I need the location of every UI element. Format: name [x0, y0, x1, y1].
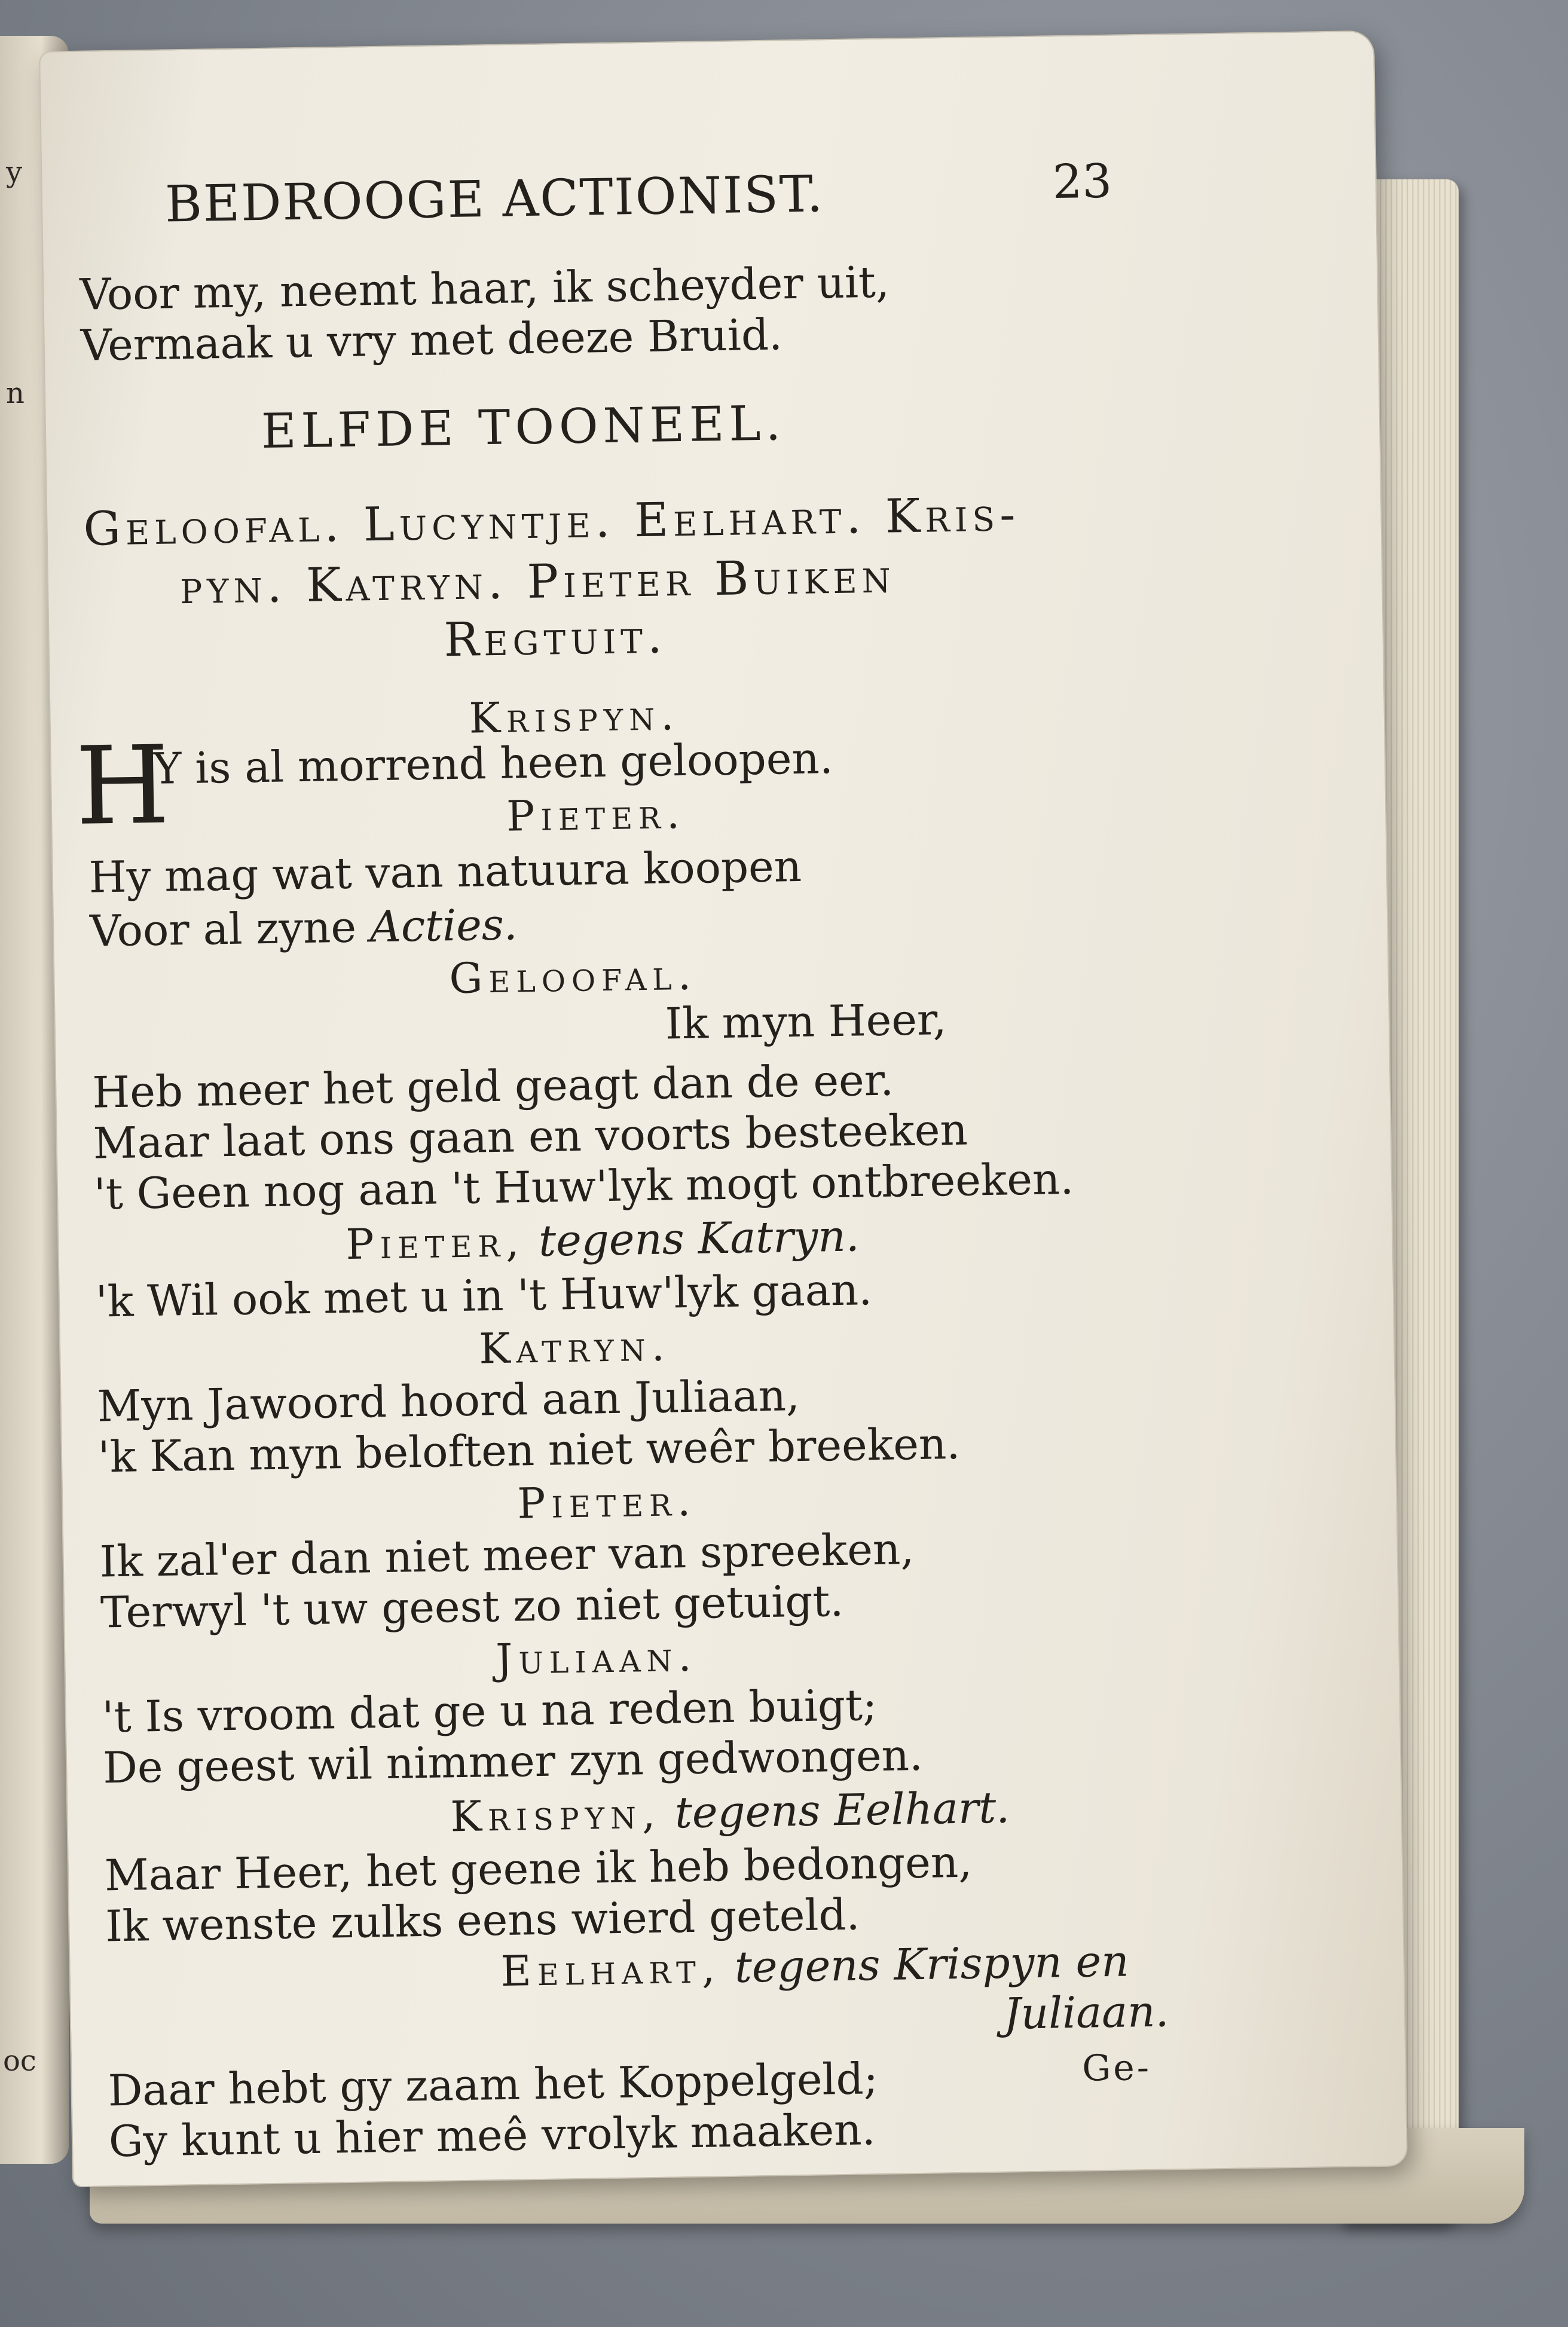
direction-text: tegens Krispyn en — [720, 1935, 1130, 1993]
cast-list-line: pyn. Katryn. Pieter Buiken — [179, 549, 896, 615]
verse-line: Y is al morrend heen geloopen. — [152, 733, 834, 794]
speaker-name: Krispyn, — [450, 1788, 662, 1842]
verse-line: 'k Kan myn beloften niet weêr breeken. — [97, 1418, 961, 1482]
drop-cap: H — [74, 723, 171, 849]
verse-line: 't Is vroom dat ge u na reden buigt; — [102, 1680, 878, 1742]
verse-line: Myn Jawoord hoord aan Juliaan, — [97, 1370, 800, 1432]
book-page — [40, 32, 1407, 2187]
direction-text: tegens Eelhart. — [661, 1782, 1010, 1838]
speaker-name: Katryn. — [478, 1321, 671, 1374]
scene-title: ELFDE TOONEEL. — [261, 395, 786, 459]
direction-text: tegens Katryn. — [524, 1210, 860, 1267]
verse-line: Ik myn Heer, — [665, 994, 947, 1049]
cast-list-line: Geloofal. Lucyntje. Eelhart. Kris- — [82, 488, 1021, 556]
cast-list-line: Regtuit. — [443, 610, 668, 668]
verse-text: Voor al zyne — [89, 901, 371, 956]
stage-direction — [345, 1210, 860, 1269]
verse-line: Maar Heer, het geene ik heb bedongen, — [104, 1836, 973, 1901]
left-page-fragment-top: y — [6, 155, 23, 189]
verse-line: Ik zal'er dan niet meer van spreeken, — [99, 1524, 915, 1587]
verse-line: Ik wenste zulks eens wierd geteld. — [105, 1889, 860, 1952]
speaker-name: Pieter, — [345, 1217, 525, 1269]
verse-line: Voor my, neemt haar, ik scheyder uit, — [79, 256, 890, 320]
verse-line: 't Geen nog aan 't Huw'lyk mogt ontbreeken. — [93, 1153, 1074, 1219]
verse-line: Vermaak u vry met deeze Bruid. — [80, 309, 783, 371]
verse-line: Maar laat ons gaan en voorts besteeken — [93, 1104, 968, 1169]
running-title: BEDROOGE ACTIONIST. — [164, 164, 824, 234]
verse-line: 'k Wil ook met u in 't Huw'lyk gaan. — [95, 1264, 873, 1327]
verse-line: Terwyl 't uw geest zo niet getuigt. — [100, 1575, 844, 1638]
verse-line: De geest wil nimmer zyn gedwongen. — [102, 1729, 924, 1793]
speaker-name: Pieter. — [506, 788, 686, 841]
verse-line: Daar hebt gy zaam het Koppelgeld; — [108, 2053, 879, 2116]
speaker-name: Krispyn. — [469, 690, 680, 743]
catchword: Ge- — [1081, 2046, 1152, 2090]
left-page-fragment-mid: n — [6, 377, 25, 410]
verse-line: Hy mag wat van natuura koopen — [88, 840, 802, 903]
speaker-name: Pieter. — [516, 1476, 697, 1528]
verse-line — [89, 899, 518, 956]
verse-line: Gy kunt u hier meê vrolyk maaken. — [108, 2104, 876, 2167]
left-page-fragment-bottom: oc — [3, 2044, 36, 2078]
speaker-name: Juliaan. — [495, 1631, 698, 1684]
speaker-name: Eelhart, — [500, 1943, 722, 1996]
emphasis-text: Acties. — [369, 899, 518, 952]
stage-direction — [500, 1935, 1130, 1996]
page-number: 23 — [1052, 154, 1112, 210]
verse-line: Heb meer het geld geagt dan de eer. — [91, 1054, 894, 1118]
stage-direction — [450, 1782, 1010, 1842]
direction-text: Juliaan. — [1003, 1986, 1169, 2039]
speaker-name: Geloofal. — [448, 950, 698, 1004]
